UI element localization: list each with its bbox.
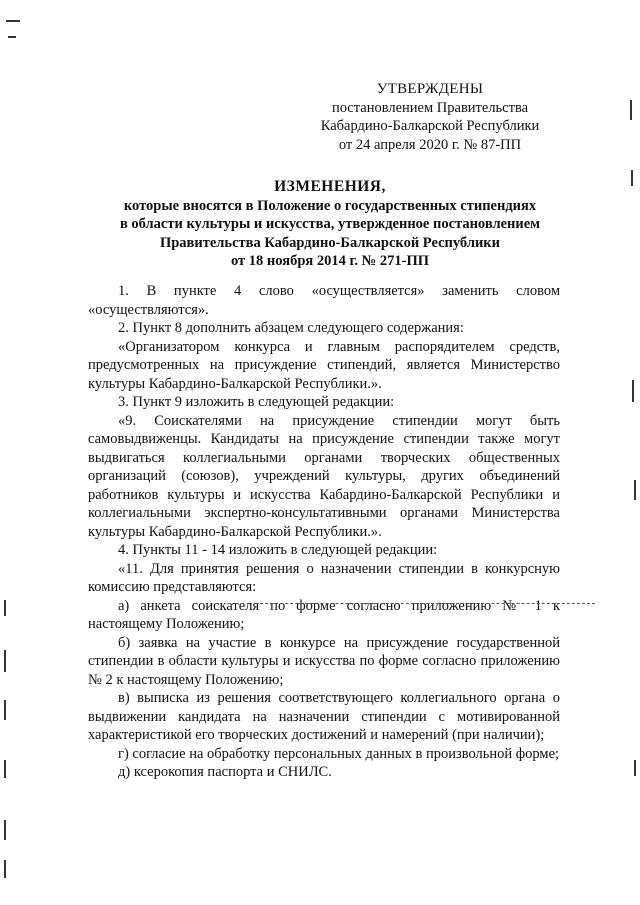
title-line: Правительства Кабардино-Балкарской Республики xyxy=(159,234,501,251)
approval-block xyxy=(300,80,560,154)
scan-mark xyxy=(631,170,633,186)
paragraph: «9. Соискателями на присуждение стипендии могут быть самовыдвиженцы. Кандидаты на присуждение стипендии также могут выдвигаться коллегиальными органами творческих общественных организаций (союзов), учреждений культуры, других объединений работников культуры и искусства Кабардино-Балкарской Республики и коллегиальными экспертно-консультативными органами Министерства культуры Кабардино-Балкарской Республики.». xyxy=(88,412,560,540)
approval-line: постановлением Правительства xyxy=(331,99,529,116)
scan-mark xyxy=(4,760,6,778)
list-item: б) заявка на участие в конкурсе на присуждение государственной стипендии в области культуры и искусства по форме согласно приложению № 2 к настоящему Положению; xyxy=(88,634,560,688)
scan-mark xyxy=(634,480,636,500)
scan-mark xyxy=(4,820,6,840)
scan-mark xyxy=(634,760,636,776)
scan-mark xyxy=(4,650,6,672)
document-body xyxy=(88,282,560,782)
scan-mark xyxy=(4,860,6,878)
list-item: а) анкета соискателя по форме согласно приложению № 1 к настоящему Положению; xyxy=(88,597,560,632)
scan-mark xyxy=(4,700,6,720)
paragraph: 3. Пункт 9 изложить в следующей редакции: xyxy=(118,394,395,410)
list-item: в) выписка из решения соответствующего коллегиального органа о выдвижении кандидата на назначении стипендии с мотивированной характеристикой его творческих достижений и намерений (при наличии); xyxy=(88,690,560,743)
document-title xyxy=(80,178,580,271)
scan-mark xyxy=(632,380,634,402)
paragraph: 4. Пункты 11 - 14 изложить в следующей редакции: xyxy=(118,542,438,558)
approval-line: Кабардино-Балкарской Республики xyxy=(320,118,540,134)
paragraph: «11. Для принятия решения о назначении стипендии в конкурсную комиссию представляются: xyxy=(88,560,560,595)
scan-dash-line xyxy=(255,603,595,604)
scan-mark xyxy=(6,20,20,22)
title-line: которые вносятся в Положение о государственных стипендиях xyxy=(123,197,537,214)
scan-mark xyxy=(8,36,16,38)
title-heading: ИЗМЕНЕНИЯ, xyxy=(274,178,386,195)
paragraph: «Организатором конкурса и главным распорядителем средств, предусмотренных на присуждение стипендий, является Министерство культуры Кабардино-Балкарской Республики.». xyxy=(88,338,560,392)
paragraph: 2. Пункт 8 дополнить абзацем следующего содержания: xyxy=(118,320,464,336)
list-item: г) согласие на обработку персональных данных в произвольной форме; xyxy=(118,745,560,762)
list-item: д) ксерокопия паспорта и СНИЛС. xyxy=(118,764,332,780)
title-line: в области культуры и искусства, утвержденное постановлением xyxy=(119,216,541,232)
scan-mark xyxy=(4,600,6,616)
approval-line: от 24 апреля 2020 г. № 87-ПП xyxy=(338,136,522,153)
scan-mark xyxy=(630,100,632,120)
title-line: от 18 ноября 2014 г. № 271-ПП xyxy=(230,253,430,269)
approval-heading: УТВЕРЖДЕНЫ xyxy=(376,81,484,97)
paragraph: 1. В пункте 4 слово «осуществляется» заменить словом «осуществляются». xyxy=(88,283,560,318)
